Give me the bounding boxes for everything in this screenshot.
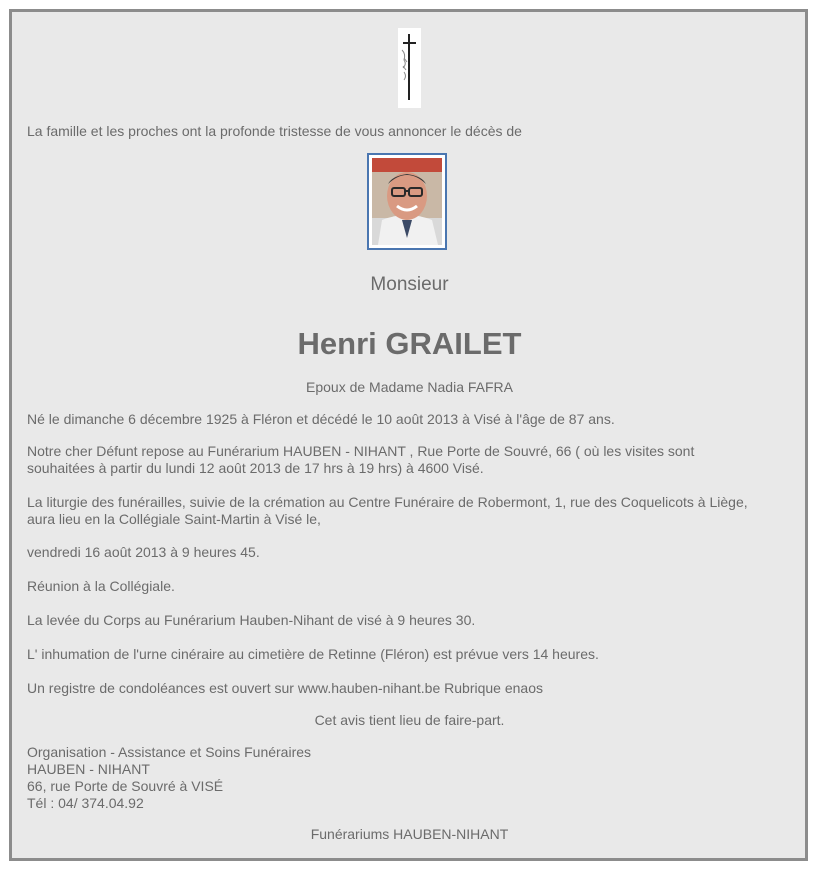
notice-text: Cet avis tient lieu de faire-part. — [314, 712, 505, 728]
rest-text-line-2: souhaitées à partir du lundi 12 août 2013 de 17 hrs à 19 hrs) à 4600 Visé. — [27, 460, 484, 476]
birth-death-text: Né le dimanche 6 décembre 1925 à Fléron et décédé le 10 août 2013 à Visé à l'âge de 87 ans. — [27, 411, 615, 427]
organisation-phone: Tél : 04/ 374.04.92 — [27, 795, 144, 811]
meeting-text: Réunion à la Collégiale. — [27, 578, 175, 594]
footer-signature: Funérariums HAUBEN-NIHANT — [310, 826, 509, 842]
organisation-block — [27, 744, 311, 812]
obituary-content — [12, 12, 805, 858]
inhumation-text: L' inhumation de l'urne cinéraire au cimetière de Retinne (Fléron) est prévue vers 14 heures. — [27, 646, 599, 662]
organisation-address: 66, rue Porte de Souvré à VISÉ — [27, 778, 224, 794]
liturgy-text-line-2: aura lieu en la Collégiale Saint-Martin à Visé le, — [27, 511, 321, 527]
liturgy-text-line-1: La liturgie des funérailles, suivie de la crémation au Centre Funéraire de Robermont, 1, rue des Coquelicots à Liège, — [27, 494, 748, 510]
organisation-name: HAUBEN - NIHANT — [27, 761, 150, 777]
portrait-photo — [367, 153, 447, 250]
cross-icon — [398, 28, 421, 108]
deceased-name: Henri GRAILET — [297, 326, 522, 361]
organisation-line-1: Organisation - Assistance et Soins Funéraires — [27, 744, 312, 760]
rest-text-line-1: Notre cher Défunt repose au Funérarium HAUBEN - NIHANT , Rue Porte de Souvré, 66 ( où les visites sont — [27, 443, 695, 459]
ceremony-date: vendredi 16 août 2013 à 9 heures 45. — [27, 544, 260, 560]
levee-text: La levée du Corps au Funérarium Hauben-Nihant de visé à 9 heures 30. — [27, 612, 476, 628]
obituary-frame — [9, 9, 808, 861]
intro-text: La famille et les proches ont la profonde tristesse de vous annoncer le décès de — [27, 123, 522, 139]
title-monsieur: Monsieur — [370, 274, 449, 295]
register-text: Un registre de condoléances est ouvert sur www.hauben-nihant.be Rubrique enaos — [27, 680, 543, 696]
spouse-text: Epoux de Madame Nadia FAFRA — [306, 379, 513, 395]
